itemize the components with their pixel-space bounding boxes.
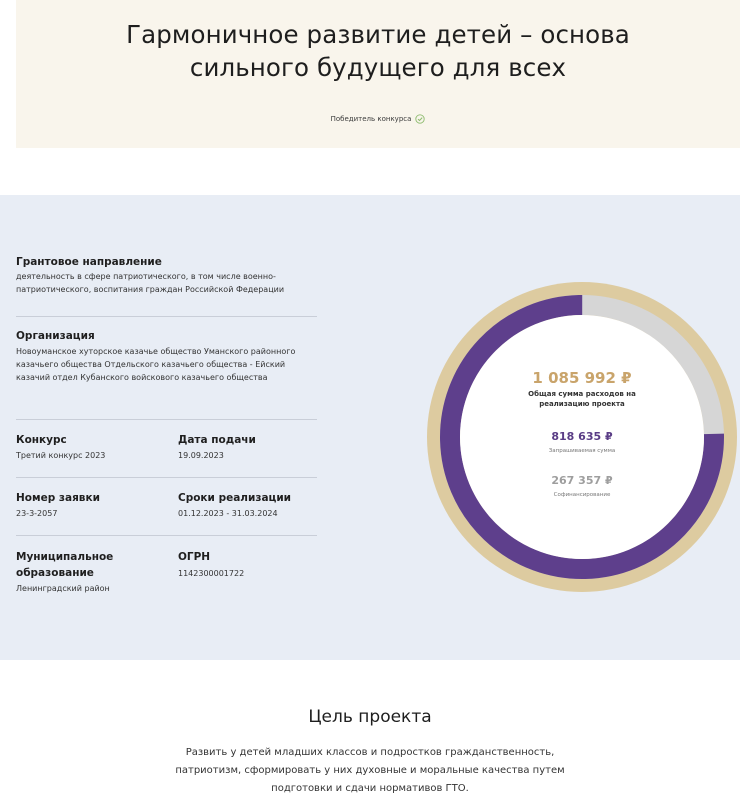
total-amount: 1 085 992 ₽ bbox=[532, 369, 632, 387]
ogrn: ОГРН 1142300001722 bbox=[178, 551, 245, 578]
budget-donut-svg bbox=[427, 282, 737, 592]
divider bbox=[16, 535, 317, 536]
divider bbox=[16, 477, 317, 478]
goal-title: Цель проекта bbox=[308, 707, 432, 727]
cofinancing-amount: 267 357 ₽ bbox=[551, 474, 613, 487]
organization: Организация Новоуманское хуторское казачье общество Уманского районного казачьего общества Отдельского казачьего общества - Ейский казачий отдел Кубанского войскового казачьего общества bbox=[16, 330, 296, 382]
check-circle-icon bbox=[415, 114, 425, 124]
total-label-line2: реализацию проекта bbox=[539, 400, 625, 408]
municipality: Муниципальное образование Ленинградский район bbox=[16, 551, 114, 593]
submission-date: Дата подачи 19.09.2023 bbox=[178, 434, 256, 460]
total-label-line1: Общая сумма расходов на bbox=[528, 390, 636, 398]
goal-text: Развить у детей младших классов и подростков гражданственность, патриотизм, сформировать у них духовные и моральные качества путем подготовки и сдачи нормативов ГТО. bbox=[175, 747, 565, 794]
grant-direction: Грантовое направление деятельность в сфере патриотического, в том числе военно-патриотического, воспитания граждан Российской Федерации bbox=[16, 256, 285, 294]
budget-donut-chart bbox=[427, 282, 737, 592]
requested-label: Запрашиваемая сумма bbox=[548, 448, 616, 454]
project-header bbox=[16, 0, 740, 148]
requested-amount: 818 635 ₽ bbox=[551, 430, 613, 443]
application-number: Номер заявки 23-3-2057 bbox=[16, 492, 100, 518]
winner-badge bbox=[16, 114, 740, 124]
winner-label: Победитель конкурса bbox=[330, 115, 412, 123]
contest: Конкурс Третий конкурс 2023 bbox=[16, 434, 106, 460]
divider bbox=[16, 316, 317, 317]
cofinancing-label: Софинансирование bbox=[553, 492, 611, 498]
page-title: Гармоничное развитие детей – основа сильного будущего для всех bbox=[126, 20, 630, 82]
divider bbox=[16, 419, 317, 420]
implementation-period: Сроки реализации 01.12.2023 - 31.03.2024 bbox=[178, 492, 292, 518]
